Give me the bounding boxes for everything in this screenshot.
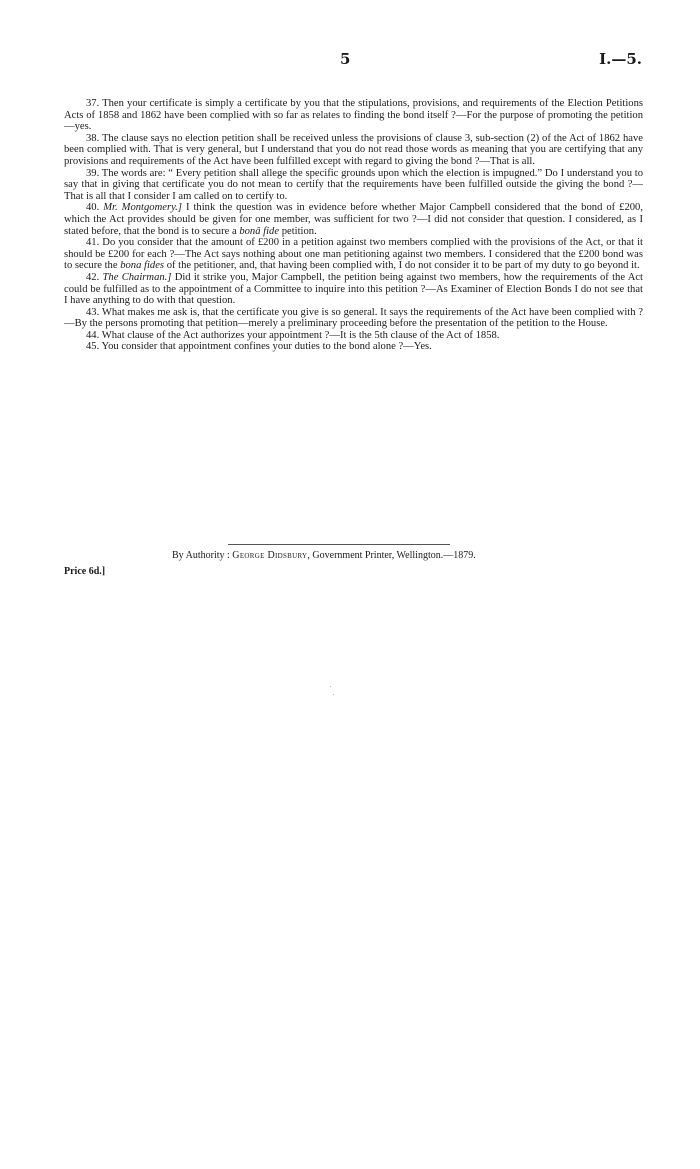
imprint-suffix: , Government Printer, Wellington.—1879. [307, 550, 476, 561]
paragraph-40 [64, 202, 643, 237]
scan-speck [330, 686, 331, 687]
printer-imprint [172, 550, 476, 561]
question-number: 41. [86, 237, 100, 249]
paragraph-text: Do you consider that the amount of £200 in a petition against two members complied with the provisions of the Act, or that it should be £200 for each ?—The Act says nothing about one man petitioning against two members. I considered that the £200 bond was to secure the [64, 237, 643, 272]
paragraph-text: Did it strike you, Major Campbell, the petition being against two members, how the requirements of the Act could be fulfilled as to the appointment of a Committee to inquire into this petition ?—As Examiner of Election Bonds I do not see that I have anything to do with that question. [64, 271, 644, 307]
speaker-label: Mr. Montgomery.] [103, 202, 182, 214]
imprint-prefix: By Authority : [172, 550, 233, 561]
price-label: Price 6d.] [64, 566, 106, 577]
question-number: 40. [86, 202, 100, 214]
paragraph-42 [64, 272, 643, 307]
page-number: 5 [340, 50, 351, 68]
paragraph-45: 45. You consider that appointment confines your duties to the bond alone ?—Yes. [86, 341, 432, 353]
paragraph-38: 38. The clause says no election petition shall be received unless the provisions of clause 3, sub-section (2) of the Act of 1862 have been complied with. That is very general, but I understand that you do not read those words as meaning that you are certifying that any provisions and requirements of the Act have been fulfilled except with regard to giving the bond ?—That is all. [64, 132, 643, 167]
evidence-text [64, 98, 643, 353]
speaker-label: The Chairman.] [102, 271, 172, 283]
scan-speck [333, 694, 334, 695]
document-reference: I.—5. [599, 50, 642, 68]
latin-term: bonâ fide [239, 225, 280, 237]
footer-divider [228, 544, 450, 545]
paragraph-44: 44. What clause of the Act authorizes your appointment ?—It is the 5th clause of the Act of 1858. [86, 329, 500, 341]
paragraph-37: 37. Then your certificate is simply a certificate by you that the stipulations, provisions, and requirements of the Election Petitions Acts of 1858 and 1862 have been complied with so far as relates to finding the bond itself ?—For the purpose of promoting the petition—yes. [64, 98, 643, 133]
paragraph-text: I think the question was in evidence before whether Major Campbell considered that the bond of £200, which the Act provides should be given for one member, was sufficient for two ?—I did not consider that question. I considered, as I stated before, that the bond is to secure a [64, 202, 644, 237]
paragraph-text-end: of the petitioner, and, that having been complied with, I do not consider it to be part of my duty to go beyond it. [164, 260, 640, 272]
latin-term: bona fides [120, 260, 165, 272]
paragraph-41 [64, 237, 643, 272]
paragraph-39: 39. The words are: “ Every petition shall allege the specific grounds upon which the election is impugned.” Do I understand you to say that in giving that certificate you do not mean to certify that the requirements have been fulfilled outside the giving the bond ?—That is all that I consider I am called on to certify to. [64, 167, 643, 202]
question-number: 42. [86, 271, 100, 283]
paragraph-43: 43. What makes me ask is, that the certificate you give is so general. It says the requirements of the Act have been complied with ?—By the persons promoting that petition—merely a preliminary proceeding before the presentation of the petition to the House. [64, 306, 643, 330]
paragraph-text-end: petition. [279, 225, 317, 237]
printer-name: George Didsbury [232, 550, 308, 561]
